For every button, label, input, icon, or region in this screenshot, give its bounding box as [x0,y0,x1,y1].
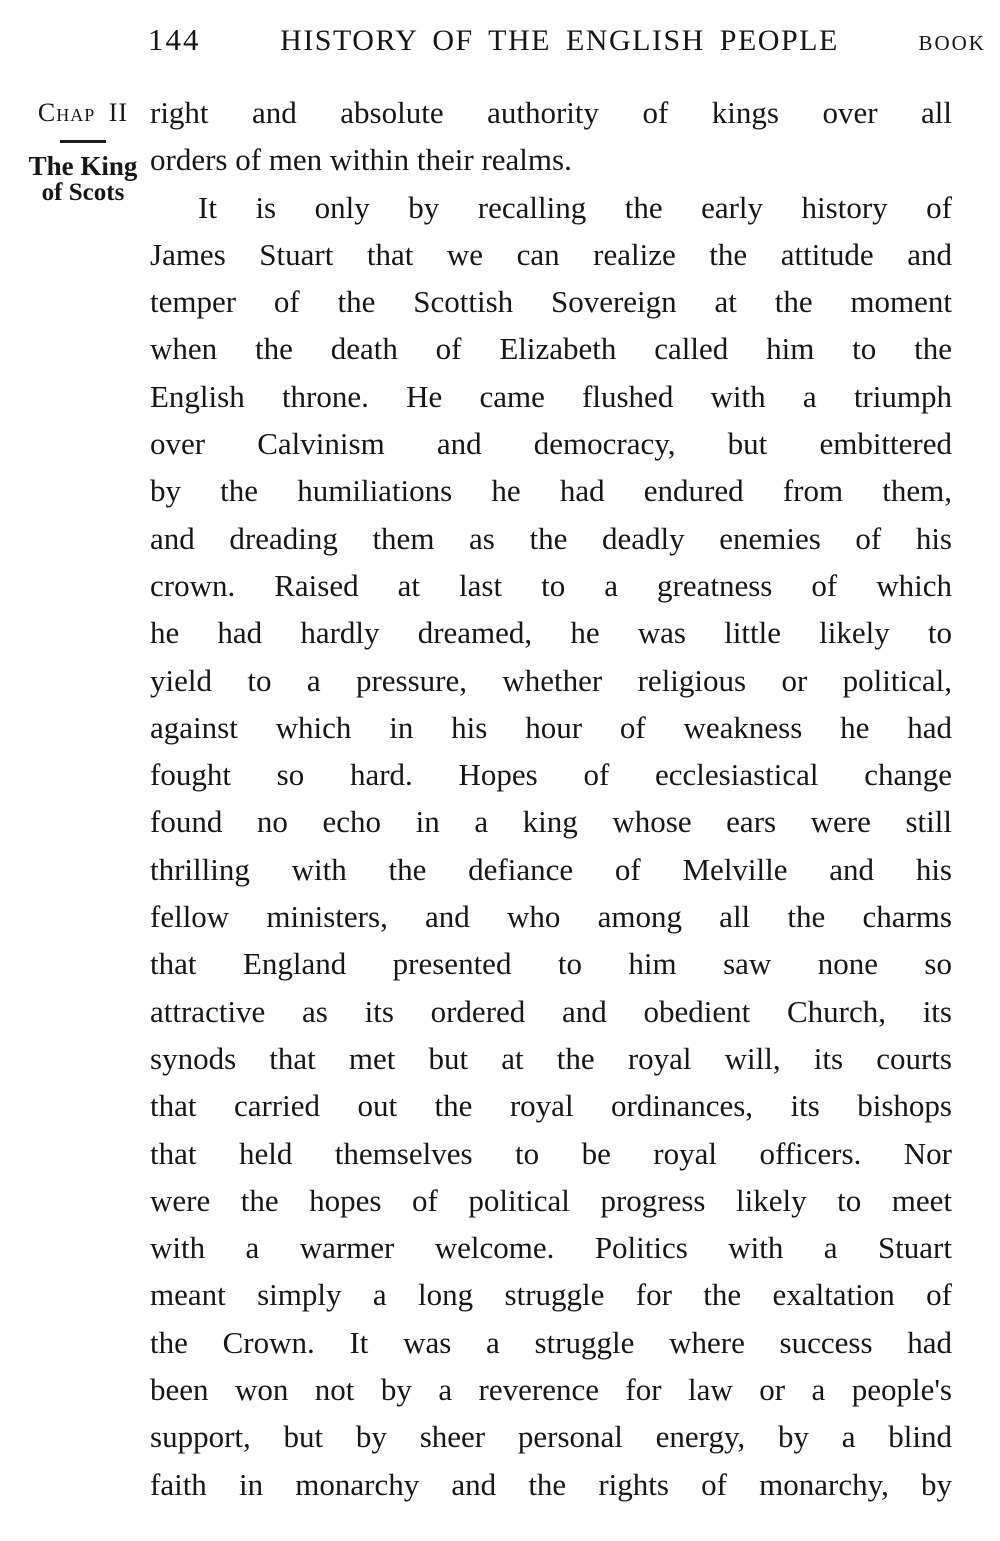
text-line: support, but by sheer personal energy, by a blind [150,1419,952,1455]
margin-note-divider [60,140,106,143]
text-line: he had hardly dreamed, he was little likely to [150,615,952,651]
text-line: attractive as its ordered and obedient Church, its [150,993,952,1029]
text-line: orders of men within their realms. [150,142,572,178]
text-line: crown. Raised at last to a greatness of which [150,567,952,603]
running-header [148,22,986,58]
text-line: fellow ministers, and who among all the charms [150,899,952,935]
body-text [150,89,952,1508]
text-line: yield to a pressure, whether religious or political, [150,662,952,698]
text-line: that held themselves to be royal officers. Nor [150,1135,952,1171]
page-title: HISTORY OF THE ENGLISH PEOPLE [280,24,839,57]
chapter-note: Chap II [37,98,129,127]
text-line: and dreading them as the deadly enemies of his [150,520,952,556]
text-line: were the hopes of political progress likely to meet [150,1182,952,1218]
text-line: fought so hard. Hopes of ecclesiastical change [150,757,952,793]
text-line: that England presented to him saw none so [150,946,952,982]
text-line: with a warmer welcome. Politics with a Stuart [150,1230,952,1266]
text-line: James Stuart that we can realize the attitude and [150,236,952,272]
margin-notes [22,98,144,206]
page-number: 144 [148,22,201,57]
text-line: the Crown. It was a struggle where success had [150,1324,952,1360]
text-line: English throne. He came flushed with a triumph [150,378,952,414]
text-line: synods that met but at the royal will, its courts [150,1040,952,1076]
text-line: faith in monarchy and the rights of monarchy, by [150,1466,952,1502]
book-label: BOOK [918,31,986,55]
margin-note-line2: of Scots [41,179,125,206]
text-line: against which in his hour of weakness he had [150,709,952,745]
paragraph-1 [150,89,952,184]
margin-note-line1: The King [28,151,138,181]
text-line: when the death of Elizabeth called him to the [150,331,952,367]
text-line: temper of the Scottish Sovereign at the moment [150,284,952,320]
text-line: over Calvinism and democracy, but embittered [150,426,952,462]
text-line: found no echo in a king whose ears were still [150,804,952,840]
text-line: been won not by a reverence for law or a people's [150,1372,952,1408]
text-line: It is only by recalling the early history of [198,189,952,225]
text-line: right and absolute authority of kings over all [150,95,952,130]
paragraph-2 [150,184,952,1508]
text-line: that carried out the royal ordinances, its bishops [150,1088,952,1124]
text-line: by the humiliations he had endured from them, [150,473,952,509]
text-line: meant simply a long struggle for the exaltation of [150,1277,952,1313]
text-line: thrilling with the defiance of Melville and his [150,851,952,887]
